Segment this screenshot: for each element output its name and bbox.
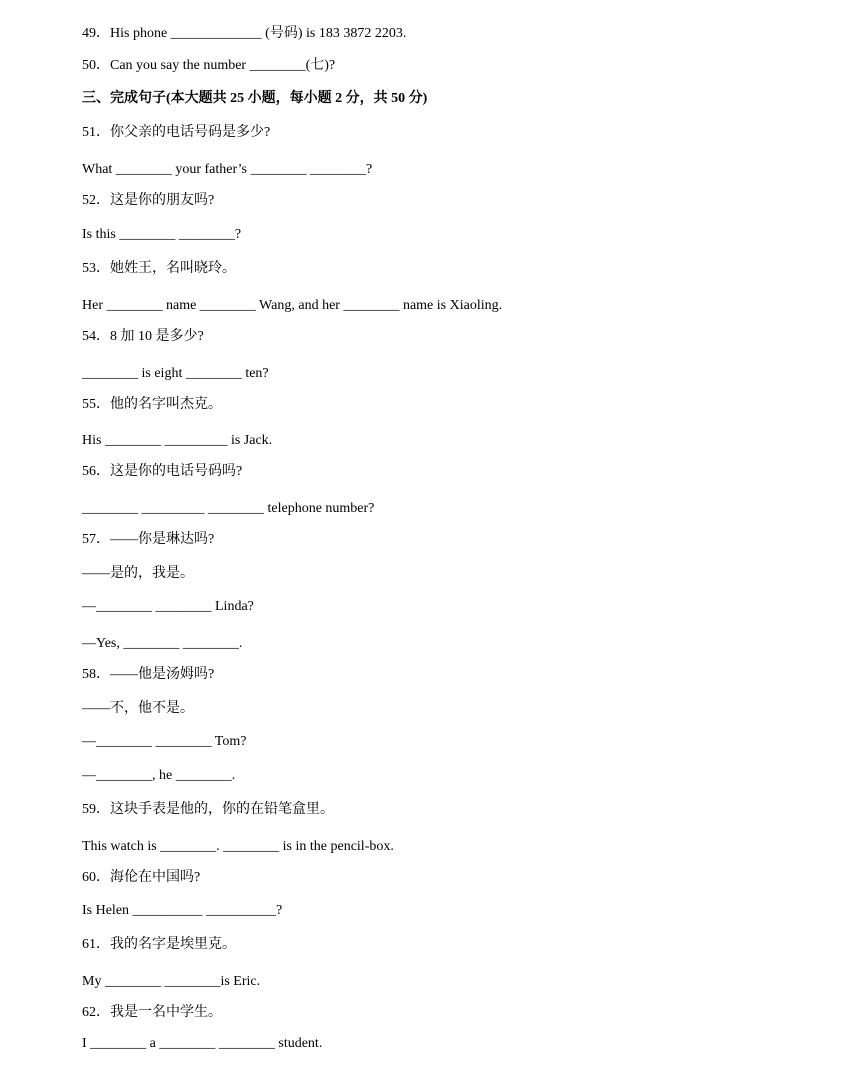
line-q57-prompt-reply: ——是的，我是。	[82, 566, 194, 581]
line-q61-prompt: 61．我的名字是埃里克。	[82, 937, 236, 952]
line-q59-answer: This watch is ________. ________ is in the pencil-box.	[82, 839, 394, 854]
line-q54-answer: ________ is eight ________ ten?	[82, 366, 269, 381]
line-q58-prompt-reply: ——不，他不是。	[82, 701, 194, 716]
line-q52-answer: Is this ________ ________?	[82, 227, 242, 242]
line-q52-prompt: 52．这是你的朋友吗?	[82, 193, 215, 208]
line-q58-answer-reply: —________, he ________.	[82, 768, 236, 783]
line-q62-answer: I ________ a ________ ________ student.	[82, 1036, 323, 1051]
line-q49: 49．His phone _____________ (号码) is 183 3872 2203.	[82, 26, 407, 41]
line-q58-answer: —________ ________ Tom?	[82, 734, 247, 749]
line-q62-prompt: 62．我是一名中学生。	[82, 1005, 222, 1020]
line-q50: 50．Can you say the number ________(七)?	[82, 58, 336, 73]
line-q60-answer: Is Helen __________ __________?	[82, 903, 283, 918]
line-q55-prompt: 55．他的名字叫杰克。	[82, 397, 222, 412]
section-heading: 三、完成句子(本大题共 25 小题，每小题 2 分，共 50 分)	[82, 91, 428, 106]
line-q56-answer: ________ _________ ________ telephone number?	[82, 501, 375, 516]
line-q53-prompt: 53．她姓王，名叫晓玲。	[82, 261, 236, 276]
line-q59-prompt: 59．这块手表是他的，你的在铅笔盒里。	[82, 802, 334, 817]
line-q51-answer: What ________ your father’s ________ ________?	[82, 162, 373, 177]
line-q57-answer: —________ ________ Linda?	[82, 599, 254, 614]
line-q53-answer: Her ________ name ________ Wang, and her ________ name is Xiaoling.	[82, 298, 503, 313]
line-q57-answer-reply: —Yes, ________ ________.	[82, 636, 243, 651]
line-q55-answer: His ________ _________ is Jack.	[82, 433, 273, 448]
line-q60-prompt: 60．海伦在中国吗?	[82, 870, 201, 885]
line-q58-prompt: 58．——他是汤姆吗?	[82, 667, 215, 682]
line-q51-prompt: 51．你父亲的电话号码是多少?	[82, 125, 271, 140]
line-q54-prompt: 54．8 加 10 是多少?	[82, 329, 204, 344]
line-q56-prompt: 56．这是你的电话号码吗?	[82, 464, 243, 479]
line-q57-prompt: 57．——你是琳达吗?	[82, 532, 215, 547]
line-q61-answer: My ________ ________is Eric.	[82, 974, 261, 989]
